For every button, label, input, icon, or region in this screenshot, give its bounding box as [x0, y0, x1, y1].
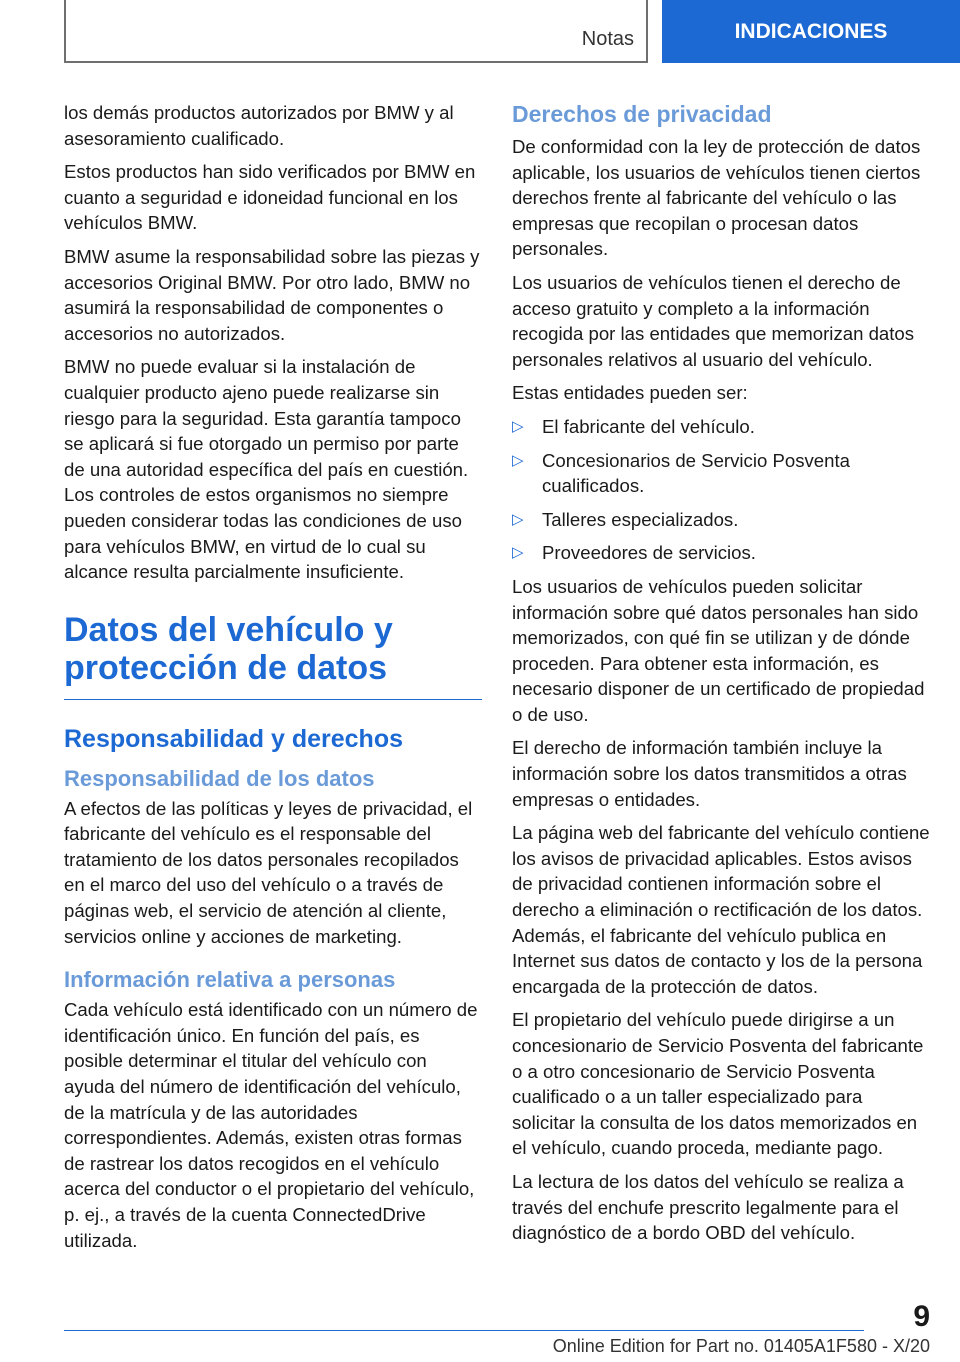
- left-column: [64, 100, 482, 1261]
- edition-footer: Online Edition for Part no. 01405A1F580 - X/20: [552, 1336, 930, 1356]
- paragraph: Estas entidades pueden ser:: [512, 382, 748, 404]
- topic-heading: Información relativa a personas: [64, 967, 396, 993]
- section-label: Notas: [581, 28, 634, 50]
- paragraph: Los usuarios de vehículos pueden solicitar información sobre qué datos personales han sido memorizados, con qué fin se utilizan y de dónde proceden. Para obtener esta información, es necesario disponer de un certificado de propiedad o de uso.: [512, 575, 925, 725]
- chapter-tab: INDICACIONES: [662, 0, 960, 63]
- list-item: ▷ Proveedores de servicios.: [512, 540, 930, 566]
- topic-heading: Responsabilidad de los datos: [64, 765, 375, 791]
- subsection-heading: Responsabilidad y derechos: [64, 724, 403, 753]
- paragraph: los demás productos autorizados por BMW y al asesoramiento cualificado.: [64, 102, 454, 149]
- paragraph: El propietario del vehículo puede dirigirse a un concesionario de Servicio Posventa del fabricante o a otro concesionario de Servicio Posventa cualificado o a un taller especializado para solicitar la consulta de los datos memorizados en el vehículo, cuando proceda, mediante pago.: [512, 1009, 924, 1159]
- paragraph: La página web del fabricante del vehículo contiene los avisos de privacidad aplicables. Estos avisos de privacidad contienen información sobre el derecho a eliminación o rectificación de los datos. Además, el fabricante del vehículo publica en Internet sus datos de contacto y los de la persona encargada de la protección de datos.: [512, 822, 930, 997]
- list-item: ▷ Concesionarios de Servicio Posventa cualificados.: [512, 449, 850, 497]
- list-item: ▷ Talleres especializados.: [512, 507, 930, 533]
- page-number: 9: [913, 1300, 930, 1333]
- paragraph: El derecho de información también incluye la información sobre los datos transmitidos a otras empresas o entidades.: [512, 737, 907, 810]
- paragraph: Cada vehículo está identificado con un número de identificación único. En función del país, es posible determinar el titular del vehículo con ayuda del número de identificación del vehículo, de la matrícula y de las autoridades correspondientes. Además, existen otras formas de rastrear los datos recogidos en el vehículo acerca del conductor o el propietario del vehículo, p. ej., a través de la cuenta ConnectedDrive utilizada.: [64, 999, 478, 1251]
- paragraph: A efectos de las políticas y leyes de privacidad, el fabricante del vehículo es el responsable del tratamiento de los datos personales recopilados en el marco del uso del vehículo o a través de páginas web, el servicio de atención al cliente, servicios online y acciones de marketing.: [64, 797, 473, 947]
- paragraph: Estos productos han sido verificados por BMW en cuanto a seguridad e idoneidad funcional en los vehículos BMW.: [64, 161, 476, 234]
- topic-heading: Derechos de privacidad: [512, 101, 772, 127]
- paragraph: BMW no puede evaluar si la instalación de cualquier producto ajeno puede realizarse sin riesgo para la seguridad. Esta garantía tampoco se aplicará si fue otorgado un permiso por parte de una autoridad específica del país en cuestión. Los controles de estos organismos no siempre pueden considerar todas las condiciones de uso para vehículos BMW, en virtud de lo cual su alcance resulta parcialmente insuficiente.: [64, 356, 469, 583]
- footer-divider: [64, 1330, 864, 1331]
- paragraph: BMW asume la responsabilidad sobre las piezas y accesorios Original BMW. Por otro lado, BMW no asumirá la responsabilidad de componentes o accesorios no autorizados.: [64, 245, 480, 344]
- triangle-bullet-icon: ▷: [512, 417, 524, 435]
- bullet-list: [512, 414, 930, 566]
- header-frame: [64, 0, 648, 63]
- triangle-bullet-icon: ▷: [512, 451, 524, 469]
- paragraph: Los usuarios de vehículos tienen el derecho de acceso gratuito y completo a la información recogida por las entidades que memorizan datos personales relativos al usuario del vehículo.: [512, 271, 915, 370]
- paragraph: De conformidad con la ley de protección de datos aplicable, los usuarios de vehículos tienen ciertos derechos frente al fabricante del vehículo o las empresas que recopilan o procesan datos personales.: [512, 136, 921, 260]
- triangle-bullet-icon: ▷: [512, 544, 524, 562]
- paragraph: La lectura de los datos del vehículo se realiza a través del enchufe prescrito legalmente para el diagnóstico de a bordo OBD del vehículo.: [512, 1170, 904, 1244]
- triangle-bullet-icon: ▷: [512, 510, 524, 528]
- section-heading: Datos del vehículo y protección de datos: [64, 611, 482, 700]
- right-column: [512, 100, 930, 1254]
- list-item: ▷ El fabricante del vehículo.: [512, 414, 930, 440]
